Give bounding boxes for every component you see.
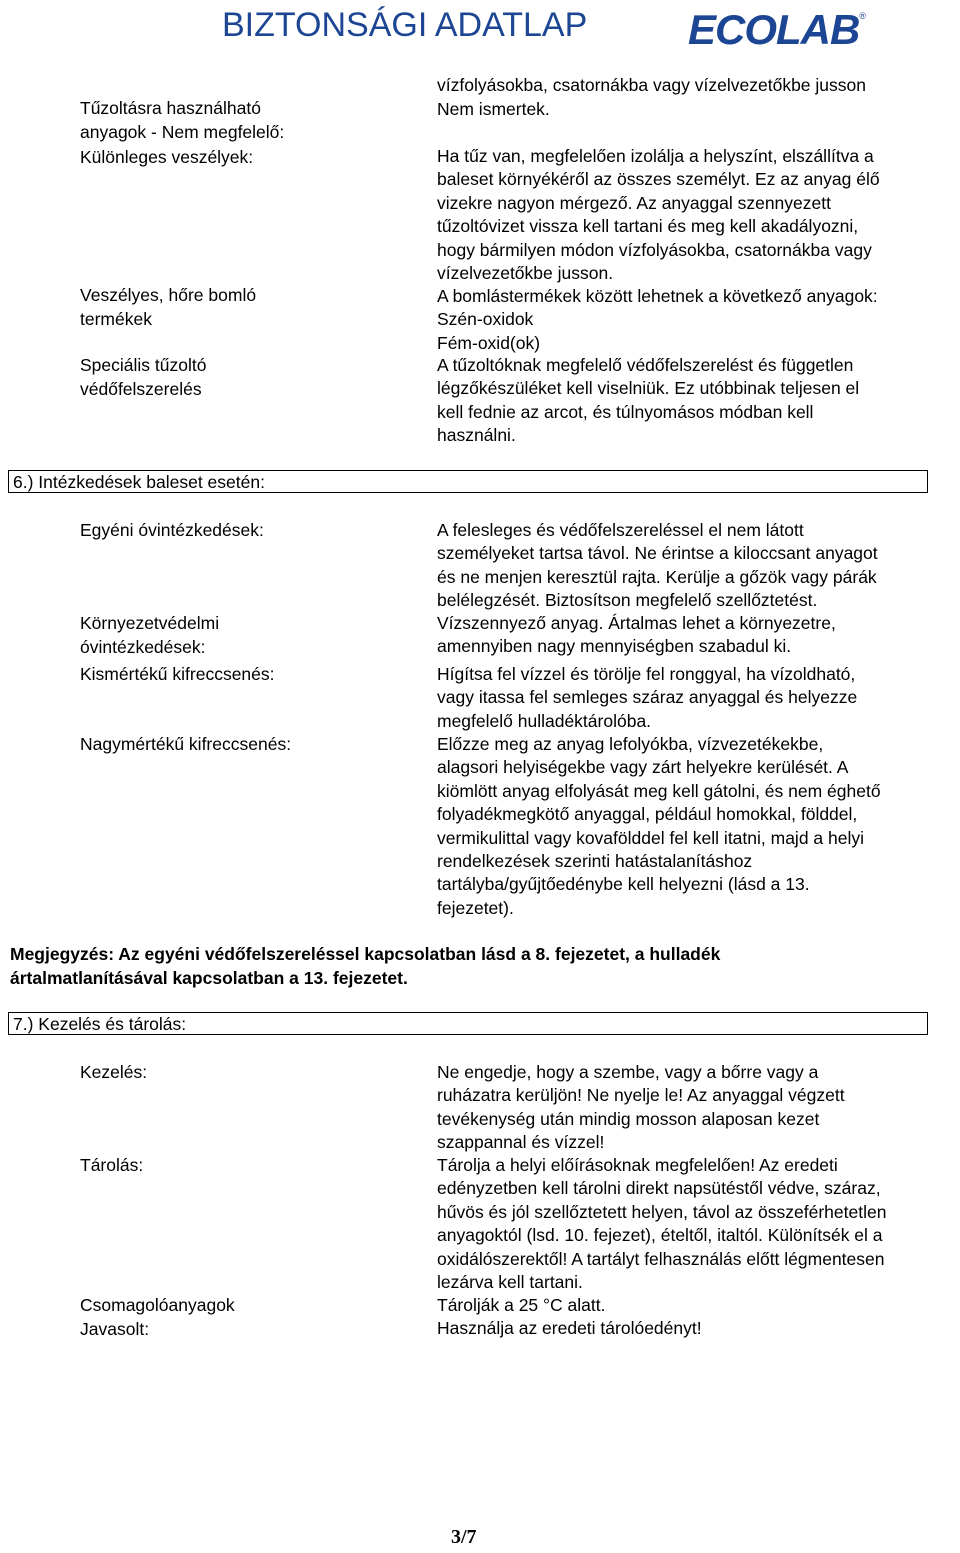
label-line: Környezetvédelmi (80, 613, 220, 633)
value-extinguishing-media-unsuitable (437, 98, 958, 121)
label-special-hazards (80, 146, 420, 170)
label-line: Tárolás: (80, 1155, 144, 1175)
label-line: Speciális tűzoltó (80, 355, 207, 375)
label-line: Csomagolóanyagok (80, 1295, 235, 1315)
text-line: A felesleges és védőfelszereléssel el nem látott (437, 520, 804, 540)
text-line: légzőkészüléket kell viselniük. Ez utóbbinak teljesen el (437, 378, 860, 399)
text-line: hogy bármilyen módon vízfolyásokba, csatornákba vagy (437, 239, 872, 260)
text-line: Tárolja a helyi előírásoknak megfelelően! Az eredeti (437, 1155, 838, 1175)
text-line: Ha tűz van, megfelelően izolálja a helyszínt, elszállítva a (437, 146, 874, 166)
label-line: termékek (80, 308, 152, 329)
label-storage (80, 1154, 420, 1178)
text-line: oxidálószerektől! A tartályt felhasználás előtt légmentesen (437, 1248, 885, 1269)
text-line: Használja az eredeti tárolóedényt! (437, 1318, 702, 1339)
text-line: és ne menjen keresztül rajta. Kerülje a gőzök vagy párák (437, 566, 877, 587)
text-line: anyagoktól (lsd. 10. fejezet), ételtől, italtól. Különítsék el a (437, 1225, 883, 1246)
value-small-spill (437, 663, 958, 733)
text-line: kell fednie az arcot, és túlnyomásos módban kell (437, 401, 814, 422)
text-line: fejezetet). (437, 897, 514, 918)
text-line: hűvös és jól szellőztetett helyen, távol az összeférhetetlen (437, 1201, 887, 1222)
text-line: használni. (437, 425, 516, 446)
text-line: Vízszennyező anyag. Ártalmas lehet a környezetre, (437, 613, 836, 633)
value-storage (437, 1154, 958, 1294)
label-line: anyagok - Nem megfelelő: (80, 121, 285, 142)
continued-text (437, 74, 958, 97)
text-line: vermikulittal vagy kovafölddel fel kell itatni, majd a helyi (437, 827, 864, 848)
label-line: Veszélyes, hőre bomló (80, 285, 257, 305)
label-firefighter-equipment (80, 354, 420, 401)
value-hazardous-decomposition (437, 285, 958, 355)
label-line: Javasolt: (80, 1318, 150, 1339)
text-line: vízfolyásokba, csatornákba vagy vízelvezetőkbe jusson (437, 75, 866, 95)
text-line: edényzetben kell tárolni direkt napsütéstől védve, száraz, (437, 1178, 881, 1199)
label-environmental-precautions (80, 612, 420, 659)
text-line: vízelvezetőkbe jusson. (437, 263, 614, 284)
section-title: 6.) Intézkedések baleset esetén: (13, 472, 265, 492)
text-line: Hígítsa fel vízzel és törölje fel ronggyal, ha vízoldható, (437, 664, 856, 684)
section-6-header (8, 470, 928, 493)
label-line: védőfelszerelés (80, 378, 202, 399)
text-line: baleset környékéről az összes személyt. Ez az anyag élő (437, 169, 880, 190)
text-line: ártalmatlanításával kapcsolatban a 13. fejezetet. (10, 967, 408, 988)
text-line: ruházatra kerüljön! Ne nyelje le! Az anyaggal végzett (437, 1085, 845, 1106)
text-line: rendelkezések szerinti hatástalanításhoz (437, 851, 753, 872)
label-handling (80, 1061, 420, 1085)
text-line: vizekre nagyon mérgező. Az anyaggal szennyezett (437, 192, 831, 213)
text-line: A tűzoltóknak megfelelő védőfelszerelést és független (437, 355, 854, 375)
text-line: folyadékmegkötő anyaggal, például homokkal, földdel, (437, 804, 858, 825)
text-line: amennyiben nagy mennyiségben szabadul ki. (437, 636, 792, 657)
page-number: 3/7 (451, 1526, 477, 1548)
document-title: BIZTONSÁGI ADATLAP (222, 6, 588, 44)
text-line: vagy itassa fel semleges száraz anyaggal és helyezze (437, 687, 858, 708)
value-packaging (437, 1294, 958, 1341)
label-line: Nagymértékű kifreccsenés: (80, 734, 292, 754)
label-line: Tűzoltásra használható (80, 98, 261, 118)
section-title: 7.) Kezelés és tárolás: (13, 1014, 187, 1034)
label-line: Különleges veszélyek: (80, 147, 254, 167)
text-line: Ne engedje, hogy a szembe, vagy a bőrre vagy a (437, 1062, 819, 1082)
label-line: Kezelés: (80, 1062, 148, 1082)
text-line: Szén-oxidok (437, 309, 534, 330)
ecolab-logo (688, 6, 866, 54)
text-line: Előzze meg az anyag lefolyókba, vízvezetékekbe, (437, 734, 824, 754)
section-7-header (8, 1012, 928, 1035)
label-line: Kismértékű kifreccsenés: (80, 664, 275, 684)
text-line: lezárva kell tartani. (437, 1272, 583, 1293)
value-environmental-precautions (437, 612, 958, 659)
text-line: Fém-oxid(ok) (437, 332, 541, 353)
text-line: Nem ismertek. (437, 99, 550, 119)
note-paragraph (10, 943, 940, 990)
label-large-spill (80, 733, 420, 757)
label-small-spill (80, 663, 420, 687)
text-line: személyeket tartsa távol. Ne érintse a kiloccsant anyagot (437, 543, 878, 564)
text-line: tevékenység után mindig mosson alaposan kezet (437, 1108, 820, 1129)
label-packaging (80, 1294, 420, 1341)
text-line: tűzoltóvizet vissza kell tartani és meg kell akadályozni, (437, 216, 859, 237)
text-line: megfelelő hulladéktárolóba. (437, 710, 652, 731)
value-special-hazards (437, 145, 958, 285)
value-personal-precautions (437, 519, 958, 613)
label-personal-precautions (80, 519, 420, 543)
text-line: alagsori helyiségekbe vagy zárt helyekre kerülését. A (437, 757, 849, 778)
logo-text: ECOLAB (688, 6, 860, 53)
text-line: tartályba/gyűjtőedénybe kell helyezni (lásd a 13. (437, 874, 810, 895)
text-line: A bomlástermékek között lehetnek a következő anyagok: (437, 286, 878, 306)
label-line: óvintézkedések: (80, 636, 206, 657)
value-handling (437, 1061, 958, 1155)
label-hazardous-decomposition (80, 284, 420, 331)
value-firefighter-equipment (437, 354, 958, 448)
label-line: Egyéni óvintézkedések: (80, 520, 264, 540)
value-large-spill (437, 733, 958, 920)
text-line: kiömlött anyag elfolyását meg kell gátolni, és nem éghető (437, 780, 881, 801)
text-line: belélegzését. Biztosítson megfelelő szellőztetést. (437, 590, 818, 611)
text-line: Megjegyzés: Az egyéni védőfelszereléssel kapcsolatban lásd a 8. fejezetet, a hulladék (10, 944, 721, 964)
text-line: Tárolják a 25 °C alatt. (437, 1295, 606, 1315)
registered-mark: ® (859, 11, 866, 22)
label-extinguishing-media-unsuitable (80, 97, 420, 144)
text-line: szappannal és vízzel! (437, 1132, 605, 1153)
